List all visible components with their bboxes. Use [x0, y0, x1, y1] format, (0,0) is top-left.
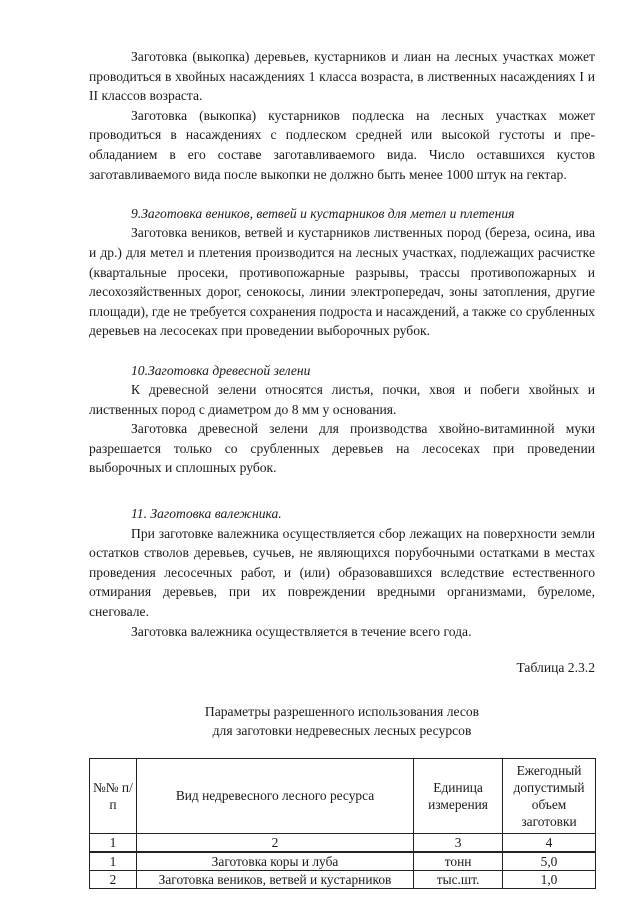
table-cell: Заготовка веников, ветвей и кустарников — [136, 870, 413, 888]
table-cell: Заготовка коры и луба — [136, 852, 413, 871]
paragraph: При заготовке валежника осуществляется сбор лежащих на поверхности земли остатков стволов деревьев, сучьев, не являющихся порубочными остатками в местах проведения лесосечных работ, и (или) образовавшихся вследствие естественного отмирания деревьев, при их повреждении вредными организмами, буреломе, снеговале. — [89, 525, 595, 620]
table-caption — [89, 702, 595, 740]
column-number: 3 — [414, 833, 503, 852]
table-label: Таблица 2.3.2 — [516, 660, 595, 676]
table-row — [90, 852, 596, 871]
table-cell: 2 — [90, 870, 137, 888]
column-number: 1 — [90, 833, 137, 852]
header-cell: Единица измерения — [414, 758, 503, 833]
paragraph: Заготовка валежника осуществляется в течение всего года. — [131, 623, 472, 639]
caption-line: для заготовки недревесных лесных ресурсов — [212, 722, 472, 738]
paragraph: Заготовка древесной зелени для производства хвойно-витаминной муки разрешается только со срубленных деревьев на лесосеках при проведении выборочных и сплошных рубок. — [89, 421, 595, 476]
column-number: 2 — [136, 833, 413, 852]
section-heading-9: 9.Заготовка веников, ветвей и кустарников для метел и плетения — [131, 205, 515, 221]
column-number: 4 — [503, 833, 596, 852]
section-heading-10: 10.Заготовка древесной зелени — [131, 362, 311, 378]
paragraph: Заготовка (выкопка) деревьев, кустарников и лиан на лесных участках может проводиться в хвойных насаждениях 1 класса возраста, в лиственных насаждениях I и II классов возраста. — [89, 49, 595, 104]
header-cell: Ежегодный допустимый объем заготовки — [503, 758, 596, 833]
paragraph: Заготовка веников, ветвей и кустарников лиственных пород (береза, осина, ива и др.) для метел и плетения производится на лесных участках, подлежащих расчистке (квартальные просеки, противопожарные разрывы, трассы противопожарных и лесохозяйственных дорог, сенокосы, линии электропередач, зоны затопления, другие площади), где не требуется сохранения подроста и насаждений, а также со срубленных деревьев на лесосеках при проведении выборочных рубок. — [89, 225, 595, 339]
table-cell: 1 — [90, 852, 137, 871]
paragraph: Заготовка (выкопка) кустарников подлеска на лесных участках может проводиться в насаждениях с подлеском средней или высокой густоты и пре-обладанием в его составе заготавливаемого вида. Число оставшихся кустов заготавливаемого вида после выкопки не должно быть менее 1000 штук на гектар. — [89, 107, 595, 182]
section-heading-11: 11. Заготовка валежника. — [131, 506, 282, 522]
column-number-row — [90, 833, 596, 852]
table-cell: 1,0 — [503, 870, 596, 888]
paragraph: К древесной зелени относятся листья, почки, хвоя и побеги хвойных и лиственных пород с диаметром до 8 мм у основания. — [89, 382, 595, 417]
document-page — [89, 47, 595, 889]
table-cell: тонн — [414, 852, 503, 871]
table-row — [90, 870, 596, 888]
caption-line: Параметры разрешенного использования лесов — [204, 703, 480, 719]
table-cell: тыс.шт. — [414, 870, 503, 888]
header-cell: Вид недревесного лесного ресурса — [136, 758, 413, 833]
table-header-row — [90, 758, 596, 833]
table-cell: 5,0 — [503, 852, 596, 871]
header-cell: №№ п/п — [90, 758, 137, 833]
resources-table — [89, 758, 596, 889]
